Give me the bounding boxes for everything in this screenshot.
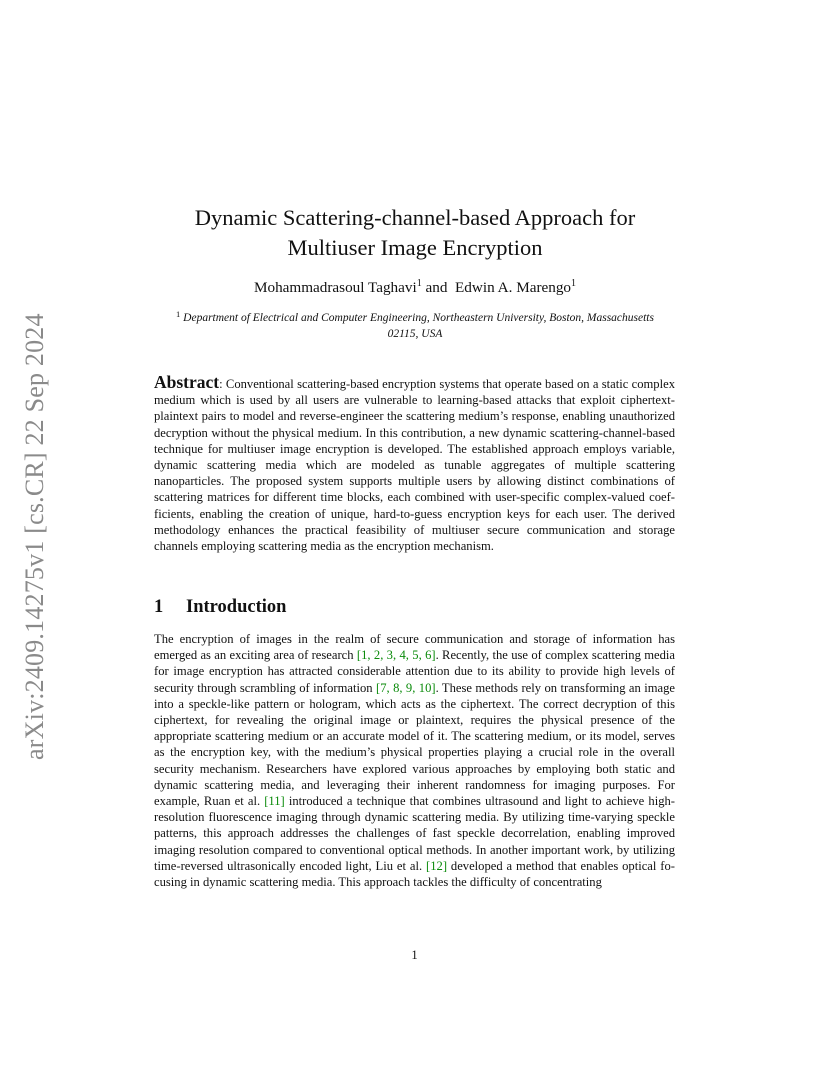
citation-link[interactable]: [1, 2, 3, 4, 5, 6]	[356, 648, 436, 663]
page-number: 1	[411, 948, 418, 962]
citation-link[interactable]: [7, 8, 9, 10]	[376, 680, 436, 695]
affiliation	[162, 310, 668, 342]
affiliation-mark: 1	[416, 278, 422, 289]
introduction-paragraph	[154, 631, 675, 890]
abstract	[154, 374, 675, 554]
author-list	[150, 278, 680, 298]
abstract-text: : Conventional scattering-based encryption systems that operate based on a static complex medium which is used by all users are vulnerable to learning-based attacks that exploit ciphertext-plaintext pairs to model and reverse-engineer the scattering medium’s response, enabling unauthorized decryption without the physical medium. In this contribution, a new dynamic scattering-channel-based technique for multiuser image encryption is developed. The established approach employs variable, dynamic scattering media which are modeled as tunable aggregates of multiple scattering nanoparticles. The proposed system supports multiple users by allowing distinct combinations of scattering matrices for different time blocks, each combined with user-specific complex-valued coefficients, enabling the creation of unique, hard-to-guess encryption keys for each user. The derived methodology enhances the practical feasibility of multiuser secure communication and storage channels employing scattering media as the encryption mechanism.	[154, 377, 675, 554]
abstract-heading: Abstract	[154, 372, 220, 392]
author-name: Mohammadrasoul Taghavi	[253, 279, 417, 296]
intro-text: developed a method that enables optical focusing in dynamic scattering media. This approach tackles the difficulty of concentrating	[154, 858, 675, 890]
title-line-1: Dynamic Scattering-channel-based Approach for	[194, 205, 636, 230]
title-line-2: Multiuser Image Encryption	[287, 235, 543, 260]
intro-text: introduced a technique that combines ultrasound and light to achieve high-resolution fluorescence imaging through dynamic scattering media. By utilizing time-varying speckle patterns, this approach addresses the challenges of fast speckle decorrelation, enabling improved imaging resolution compared to conventional optical methods. In another important work, by utilizing time-reversed ultrasonically encoded light, Liu et al.	[154, 794, 675, 873]
affiliation-mark: 1	[571, 278, 577, 289]
intro-text: . Recently, the use of complex scattering media for image encryption has attracted considerable attention due to its ability to provide high levels of security through scrambling of information	[154, 648, 675, 695]
intro-text: . These methods rely on transforming an image into a speckle-like pattern or hologram, which acts as the ciphertext. The correct decryption of this ciphertext, for revealing the original image or plaintext, requires the physical presence of the appropriate scattering medium or an accurate model of it. The scattering medium, or its model, serves as the encryption key, with the medium’s physical properties playing a crucial role in the overall security mechanism. Researchers have explored various approaches by employing both static and dynamic scattering media, and leveraging their inherent randomness for imaging purposes. For example, Ruan et al.	[154, 680, 676, 809]
section-title: Introduction	[186, 597, 287, 617]
author-conjunction: and	[421, 279, 456, 296]
affiliation-text: Department of Electrical and Computer Engineering, Northeastern University, Boston, Massachusetts 02115, USA	[183, 312, 654, 340]
paper-title	[150, 203, 680, 263]
section-heading	[154, 597, 286, 618]
affiliation-mark: 1	[176, 309, 181, 319]
author-name: Edwin A. Marengo	[455, 279, 572, 296]
citation-link[interactable]: [11]	[264, 794, 285, 809]
intro-text: The encryption of images in the realm of secure communication and storage of information has emerged as an exciting area of research	[154, 632, 675, 663]
section-number: 1	[154, 597, 164, 617]
citation-link[interactable]: [12]	[426, 858, 448, 873]
arxiv-identifier-stamp: arXiv:2409.14275v1 [cs.CR] 22 Sep 2024	[20, 313, 49, 760]
